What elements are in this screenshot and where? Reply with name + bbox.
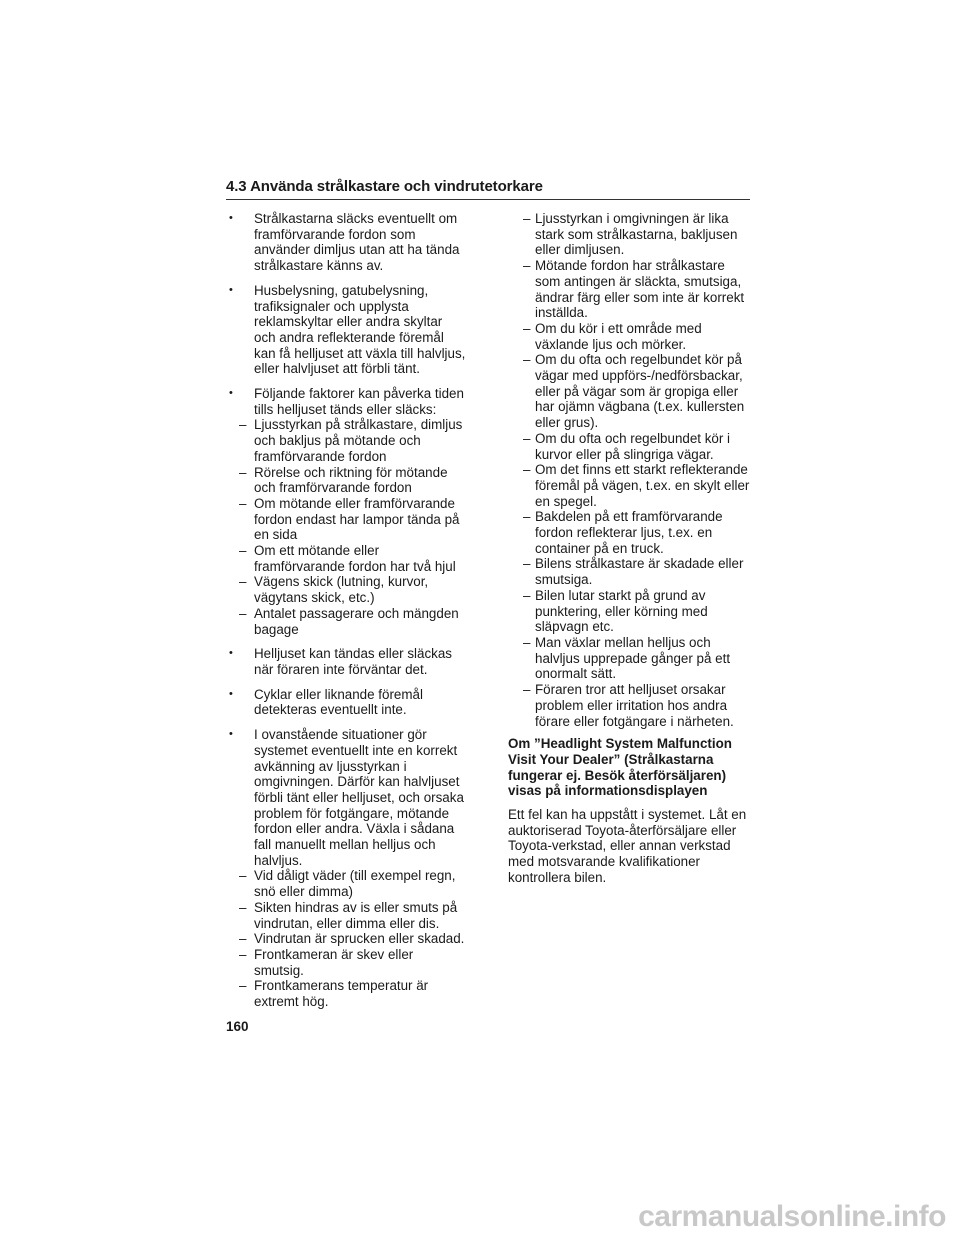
sub-list-item: – Bilens strålkastare är skadade eller smutsiga. [508,556,752,587]
sub-list-item: – Bilen lutar starkt på grund av punktering, eller körning med släpvagn etc. [508,588,752,635]
sub-list-item: – Om du ofta och regelbundet kör i kurvor eller på slingriga vägar. [508,431,752,462]
bullet-item [226,646,466,677]
bullet-item [226,283,466,377]
bullet-item [226,727,466,1010]
right-column [508,211,752,886]
sub-list-item: – Vindrutan är sprucken eller skadad. [226,931,466,947]
sub-list-item: – Om det finns ett starkt reflekterande föremål på vägen, t.ex. en skylt eller en spegel. [508,462,752,509]
sub-list-item: – Om ett mötande eller framförvarande fordon har två hjul [226,543,466,574]
bullet-item [226,687,466,718]
sub-list-item: – Ljusstyrkan i omgivningen är lika stark som strålkastarna, bakljusen eller dimljusen. [508,211,752,258]
sub-list-item: – Om mötande eller framförvarande fordon endast har lampor tända på en sida [226,496,466,543]
sub-list-item: – Vid dåligt väder (till exempel regn, snö eller dimma) [226,868,466,899]
sub-list-item: – Antalet passagerare och mängden bagage [226,606,466,637]
sub-list-item: – Vägens skick (lutning, kurvor, vägytans skick, etc.) [226,574,466,605]
sub-list-item: – Rörelse och riktning för mötande och framförvarande fordon [226,465,466,496]
bullet-text: • Strålkastarna släcks eventuellt om framförvarande fordon som använder dimljus utan att ha tända strålkastare känns av. [254,211,460,274]
bullet-text: • I ovanstående situationer gör systemet eventuellt inte en korrekt avkänning av ljusstyrkan i omgivningen. Därför kan halvljuset förbli tänt eller helljuset, och orsaka problem för fotgängare, mötande fordon eller andra. Växla i sådana fall manuellt mellan helljus och halvljus. [254,727,464,868]
bullet-item [226,211,466,274]
sub-list-item: – Bakdelen på ett framförvarande fordon reflekterar ljus, t.ex. en container på en truck. [508,509,752,556]
section-title: 4.3 Använda strålkastare och vindrutetorkare [226,178,543,195]
sub-list [226,868,466,1009]
bullet-text: • Husbelysning, gatubelysning, trafiksignaler och upplysta reklamskyltar eller andra skyltar och andra reflekterande föremål kan få helljuset att växla till halvljus, eller halvljuset att förbli tänt. [254,282,466,377]
bullet-text: • Cyklar eller liknande föremål detekteras eventuellt inte. [254,686,423,718]
sub-list-item: – Man växlar mellan helljus och halvljus upprepade gånger på ett onormalt sätt. [508,635,752,682]
right-sub-list [508,211,752,729]
bullet-item [226,386,466,637]
sub-list-item: – Frontkameran är skev eller smutsig. [226,947,466,978]
page-number: 160 [226,1019,249,1034]
malfunction-heading: Om ”Headlight System Malfunction Visit Your Dealer” (Strålkastarna fungerar ej. Besök återförsäljaren) visas på informationsdisplayen [508,736,732,799]
sub-list-item: – Föraren tror att helljuset orsakar problem eller irritation hos andra förare eller fotgängare i närheten. [508,682,752,729]
malfunction-paragraph: Ett fel kan ha uppstått i systemet. Låt en auktoriserad Toyota-återförsäljare eller Toyota-verkstad, eller annan verkstad med motsvarande kvalifikationer kontrollera bilen. [508,807,747,885]
sub-list-item: – Mötande fordon har strålkastare som antingen är släckta, smutsiga, ändrar färg eller som inte är korrekt inställda. [508,258,752,321]
sub-list-item: – Om du kör i ett område med växlande ljus och mörker. [508,321,752,352]
sub-list-item: – Ljusstyrkan på strålkastare, dimljus och bakljus på mötande och framförvarande fordon [226,417,466,464]
left-column [226,211,466,1019]
watermark-link[interactable]: carmanualsonline.info [638,1200,946,1233]
bullet-text: • Följande faktorer kan påverka tiden tills helljuset tänds eller släcks: [254,386,464,417]
bullet-text: • Helljuset kan tändas eller släckas när föraren inte förväntar det. [254,646,452,677]
section-header [226,178,750,200]
sub-list-item: – Sikten hindras av is eller smuts på vindrutan, eller dimma eller dis. [226,900,466,931]
sub-list [226,417,466,637]
sub-list-item: – Om du ofta och regelbundet kör på vägar med uppförs-/nedförsbackar, eller på vägar som är gropiga eller har ojämn vägbana (t.ex. kullersten eller grus). [508,352,752,431]
sub-list-item: – Frontkamerans temperatur är extremt hög. [226,978,466,1009]
